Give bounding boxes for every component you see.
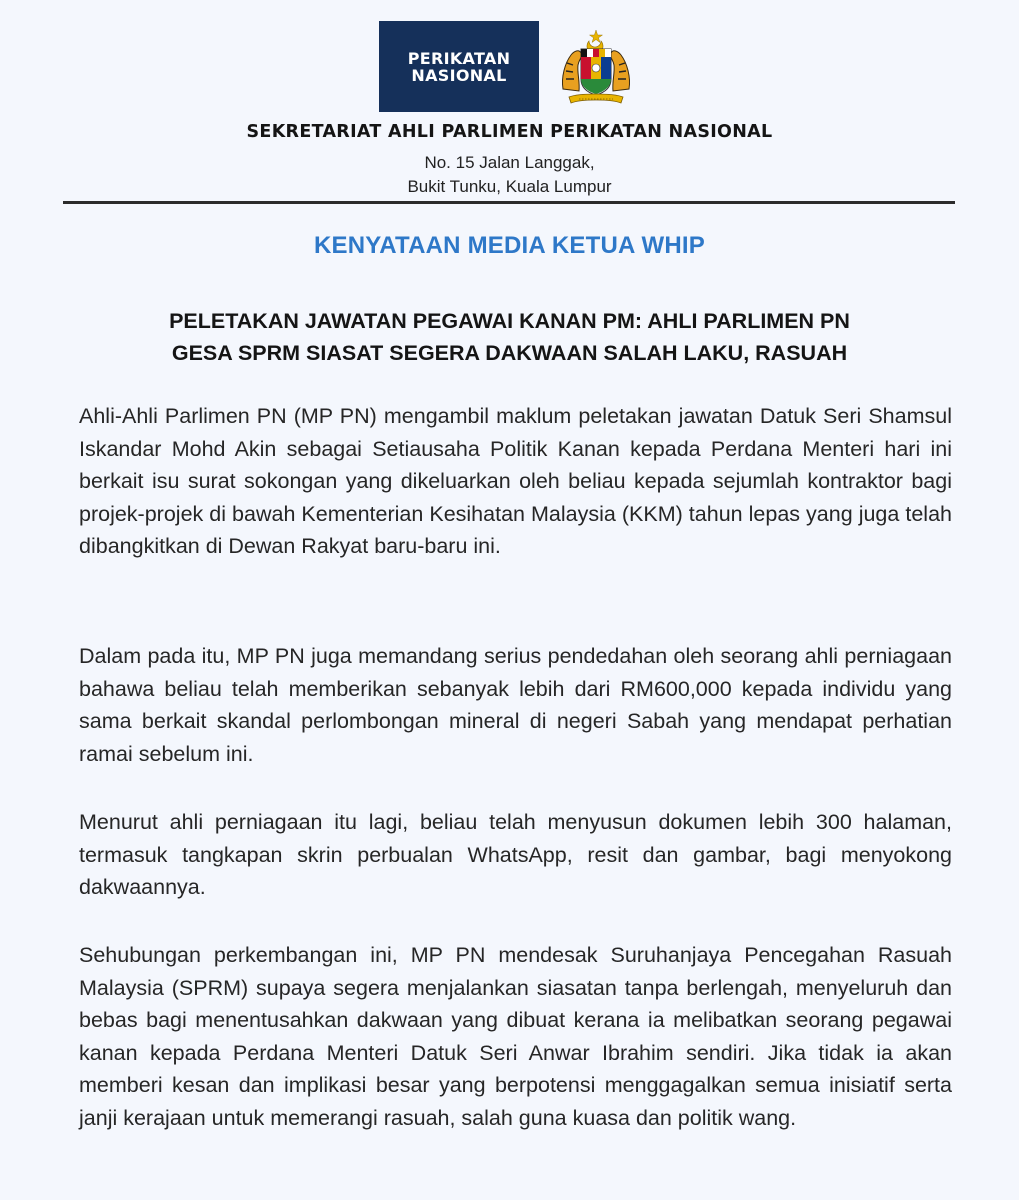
headline-line-1: PELETAKAN JAWATAN PEGAWAI KANAN PM: AHLI PARLIMEN PN — [169, 309, 850, 333]
party-logo-line1: PERIKATAN — [407, 48, 511, 68]
body-paragraph-2: Dalam pada itu, MP PN juga memandang serius pendedahan oleh seorang ahli perniagaan bahawa beliau telah memberikan sebanyak lebih dari RM600,000 kepada individu yang sama berkait skandal perlombongan mineral di negeri Sabah yang mendapat perhatian ramai sebelum ini. — [79, 644, 952, 766]
body-paragraph-4: Sehubungan perkembangan ini, MP PN mendesak Suruhanjaya Pencegahan Rasuah Malaysia (SPRM) supaya segera menjalankan siasatan tanpa berlengah, menyeluruh dan bebas bagi menentusahkan dakwaan yang dibuat kerana ia melibatkan seorang pegawai kanan kepada Perdana Menteri Datuk Seri Anwar Ibrahim sendiri. Jika tidak ia akan memberi kesan dan implikasi besar yang berpotensi menggagalkan semua inisiatif serta janji kerajaan untuk memerangi rasuah, salah guna kuasa dan politik wang. — [79, 943, 952, 1130]
perikatan-nasional-logo — [379, 21, 539, 112]
logo-row — [379, 21, 633, 112]
body-paragraph-1: Ahli-Ahli Parlimen PN (MP PN) mengambil maklum peletakan jawatan Datuk Seri Shamsul Iskandar Mohd Akin sebagai Setiausaha Politik Kanan kepada Perdana Menteri hari ini berkait isu surat sokongan yang dikeluarkan oleh beliau kepada sejumlah kontraktor bagi projek-projek di bawah Kementerian Kesihatan Malaysia (KKM) tahun lepas yang juga telah dibangkitkan di Dewan Rakyat baru-baru ini. — [79, 404, 952, 559]
body-paragraph-3: Menurut ahli perniagaan itu lagi, beliau telah menyusun dokumen lebih 300 halaman, termasuk tangkapan skrin perbualan WhatsApp, resit dan gambar, bagi menyokong dakwaannya. — [79, 810, 952, 900]
document-type-title: KENYATAAN MEDIA KETUA WHIP — [314, 232, 705, 259]
header-divider — [63, 201, 955, 204]
malaysia-coat-of-arms-icon — [559, 27, 633, 107]
headline — [60, 305, 959, 369]
party-logo-line2: NASIONAL — [411, 65, 507, 85]
headline-line-2: GESA SPRM SIASAT SEGERA DAKWAAN SALAH LAKU, RASUAH — [171, 341, 848, 365]
address-line-2: Bukit Tunku, Kuala Lumpur — [407, 177, 612, 196]
organization-name: SEKRETARIAT AHLI PARLIMEN PERIKATAN NASIONAL — [246, 122, 773, 142]
address-line-1: No. 15 Jalan Langgak, — [424, 153, 595, 172]
